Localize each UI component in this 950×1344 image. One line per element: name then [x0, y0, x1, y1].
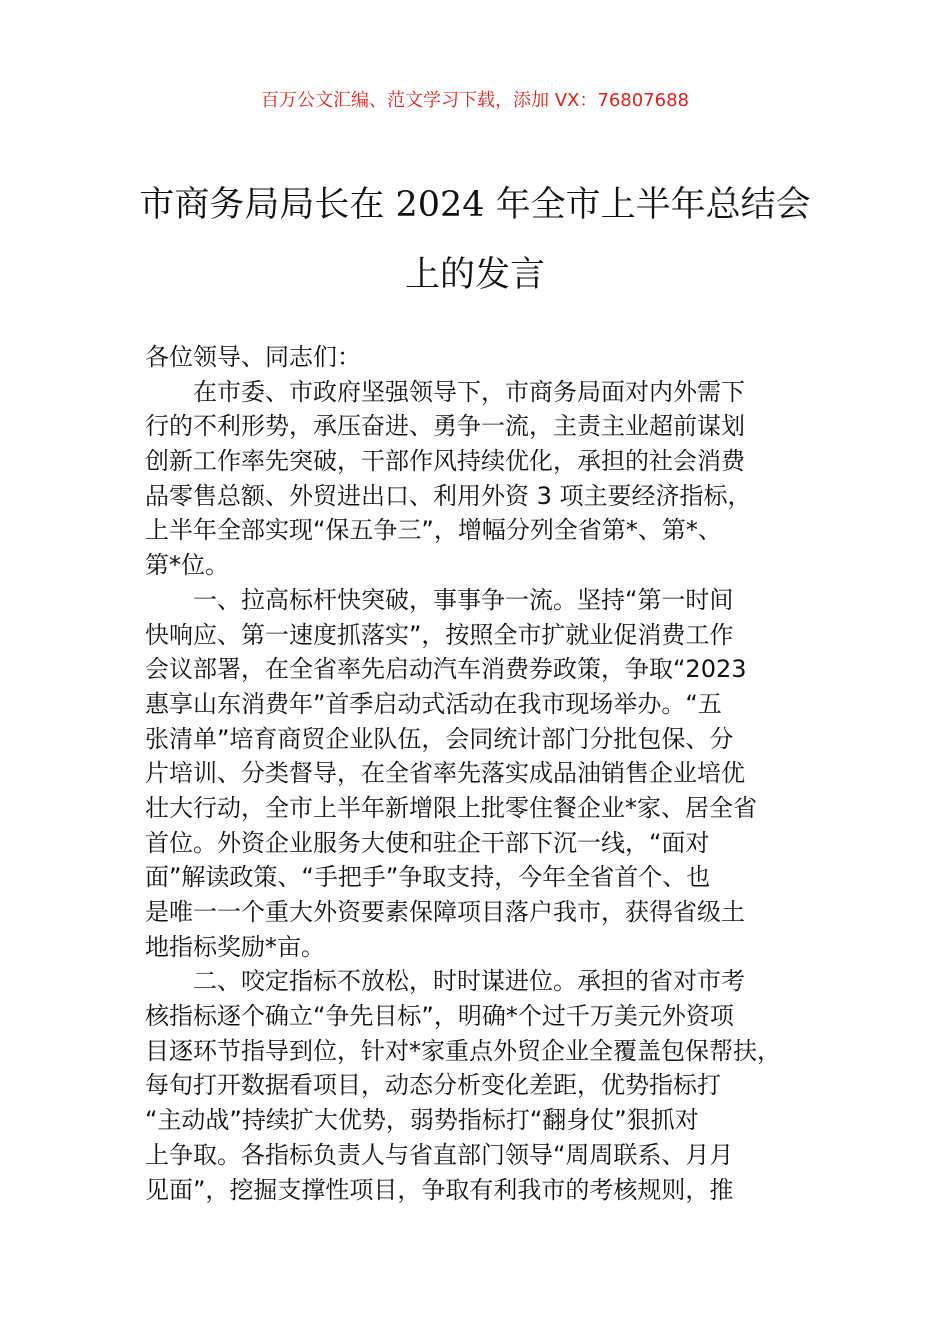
text-line: 在市委、市政府坚强领导下，市商务局面对内外需下 — [145, 377, 745, 406]
text-line: 地指标奖励*亩。 — [145, 932, 325, 961]
text-line: 会议部署，在全省率先启动汽车消费券政策，争取“2023 — [145, 655, 747, 684]
text-line: 见面”，挖掘支撑性项目，争取有利我市的考核规则，推 — [145, 1175, 734, 1204]
text-line: 品零售总额、外贸进出口、利用外资 3 项主要经济指标， — [145, 481, 752, 510]
text-line: 张清单”培育商贸企业队伍，会同统计部门分批包保、分 — [145, 724, 734, 753]
text-line: 每旬打开数据看项目，动态分析变化差距，优势指标打 — [145, 1071, 721, 1100]
text-line: 上半年全部实现“保五争三”，增幅分列全省第*、第*、 — [145, 516, 722, 545]
text-line: 第*位。 — [145, 551, 229, 580]
text-line: 惠享山东消费年”首季启动式活动在我市现场举办。“五 — [145, 689, 722, 718]
text-line: 一、拉高标杆快突破，事事争一流。坚持“第一时间 — [145, 585, 734, 614]
watermark-banner: 百万公文汇编、范文学习下载，添加 VX：76807688 — [261, 90, 689, 111]
document-body — [145, 340, 845, 1207]
text-line: 行的不利形势，承压奋进、勇争一流，主责主业超前谋划 — [145, 412, 745, 441]
text-line: 片培训、分类督导，在全省率先落实成品油销售企业培优 — [145, 759, 745, 788]
text-line: “主动战”持续扩大优势，弱势指标打“翻身仗”狠抓对 — [145, 1106, 699, 1135]
document-title — [0, 170, 950, 310]
text-line: 是唯一一个重大外资要素保障项目落户我市，获得省级土 — [145, 898, 745, 926]
text-line: 各位领导、同志们： — [145, 343, 361, 371]
text-line: 核指标逐个确立“争先目标”，明确*个过千万美元外资项 — [145, 1002, 734, 1031]
text-line: 二、咬定指标不放松，时时谋进位。承担的省对市考 — [145, 967, 745, 996]
text-line: 壮大行动，全市上半年新增限上批零住餐企业*家、居全省 — [145, 793, 757, 822]
text-line: 创新工作率先突破，干部作风持续优化，承担的社会消费 — [145, 447, 745, 476]
title-line: 市商务局局长在 2024 年全市上半年总结会 — [139, 185, 811, 225]
text-line: 目逐环节指导到位，针对*家重点外贸企业全覆盖包保帮扶， — [145, 1036, 781, 1065]
text-line: 面”解读政策、“手把手”争取支持，今年全省首个、也 — [145, 863, 711, 892]
text-line: 首位。外资企业服务大使和驻企干部下沉一线，“面对 — [145, 828, 710, 857]
title-line: 上的发言 — [404, 255, 545, 295]
text-line: 上争取。各指标负责人与省直部门领导“周周联系、月月 — [145, 1140, 734, 1169]
text-line: 快响应、第一速度抓落实”，按照全市扩就业促消费工作 — [145, 620, 734, 649]
